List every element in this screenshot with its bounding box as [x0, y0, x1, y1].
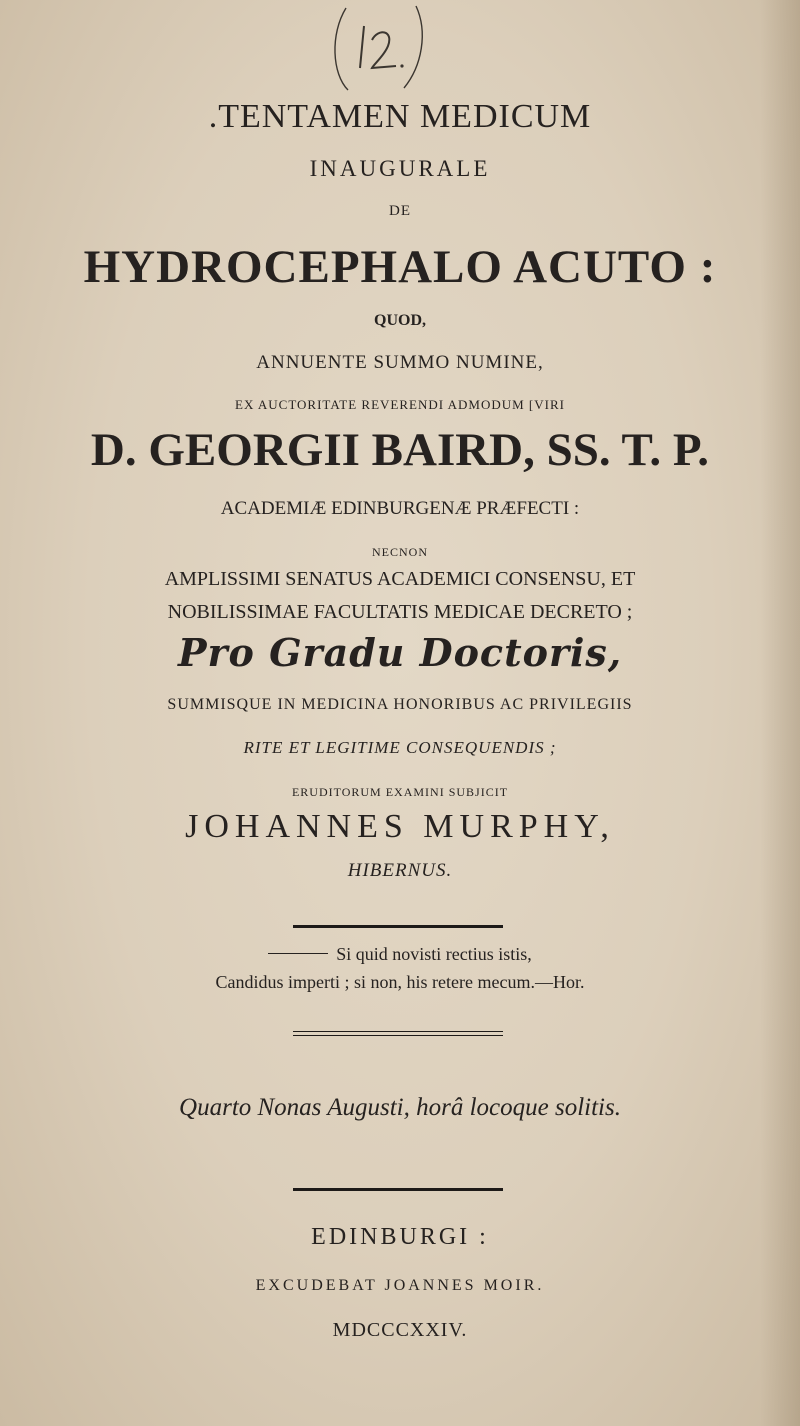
academiae-line: ACADEMIÆ EDINBURGENÆ PRÆFECTI : [220, 498, 580, 519]
auctoritate-line: EX AUCTORITATE REVERENDI ADMODUM [VIRI [235, 397, 565, 412]
senatus-line: AMPLISSIMI SENATUS ACADEMICI CONSENSU, ET [164, 568, 636, 590]
epigraph-text-1: Si quid novisti rectius istis, [336, 944, 532, 964]
rule-bottom-thick [293, 1188, 503, 1191]
author-name: JOHANNES MURPHY, [185, 808, 615, 845]
title-inaugurale: INAUGURALE [309, 156, 491, 181]
necnon-line: NECNON [372, 545, 428, 559]
quod-line: QUOD, [374, 312, 426, 329]
facultatis-line: NOBILISSIMAE FACULTATIS MEDICAE DECRETO ; [167, 601, 633, 623]
epigraph-line-1 [0, 944, 800, 965]
imprint-year: MDCCCXXIV. [332, 1319, 468, 1341]
principal-name: D. GEORGII BAIRD, SS. T. P. [90, 424, 710, 476]
pro-gradu-doctoris: Pro Gradu Doctoris, [177, 630, 623, 675]
thesis-subject: HYDROCEPHALO ACUTO : [83, 241, 717, 293]
rite-line: RITE ET LEGITIME CONSEQUENDIS ; [243, 738, 557, 757]
honoribus-line: SUMMISQUE IN MEDICINA HONORIBUS AC PRIVILEGIIS [167, 696, 633, 713]
annuente-line: ANNUENTE SUMMO NUMINE, [256, 352, 544, 373]
author-origin: HIBERNUS. [347, 860, 453, 881]
examination-date: Quarto Nonas Augusti, horâ locoque solitis. [179, 1094, 621, 1121]
imprint-place: EDINBURGI : [311, 1224, 489, 1250]
imprint-printer: EXCUDEBAT JOANNES MOIR. [255, 1277, 545, 1294]
title-de: DE [389, 203, 411, 219]
rule-double-1 [293, 1031, 503, 1032]
rule-top-thick [293, 925, 503, 928]
epigraph-line-2: Candidus imperti ; si non, his retere mecum.—Hor. [215, 972, 585, 992]
eruditorum-line: ERUDITORUM EXAMINI SUBJICIT [291, 785, 509, 799]
title-tentamen: .TENTAMEN MEDICUM [208, 98, 592, 135]
handwritten-shelf-mark [318, 4, 438, 92]
rule-double-2 [293, 1035, 503, 1036]
epigraph-dash [268, 953, 328, 954]
